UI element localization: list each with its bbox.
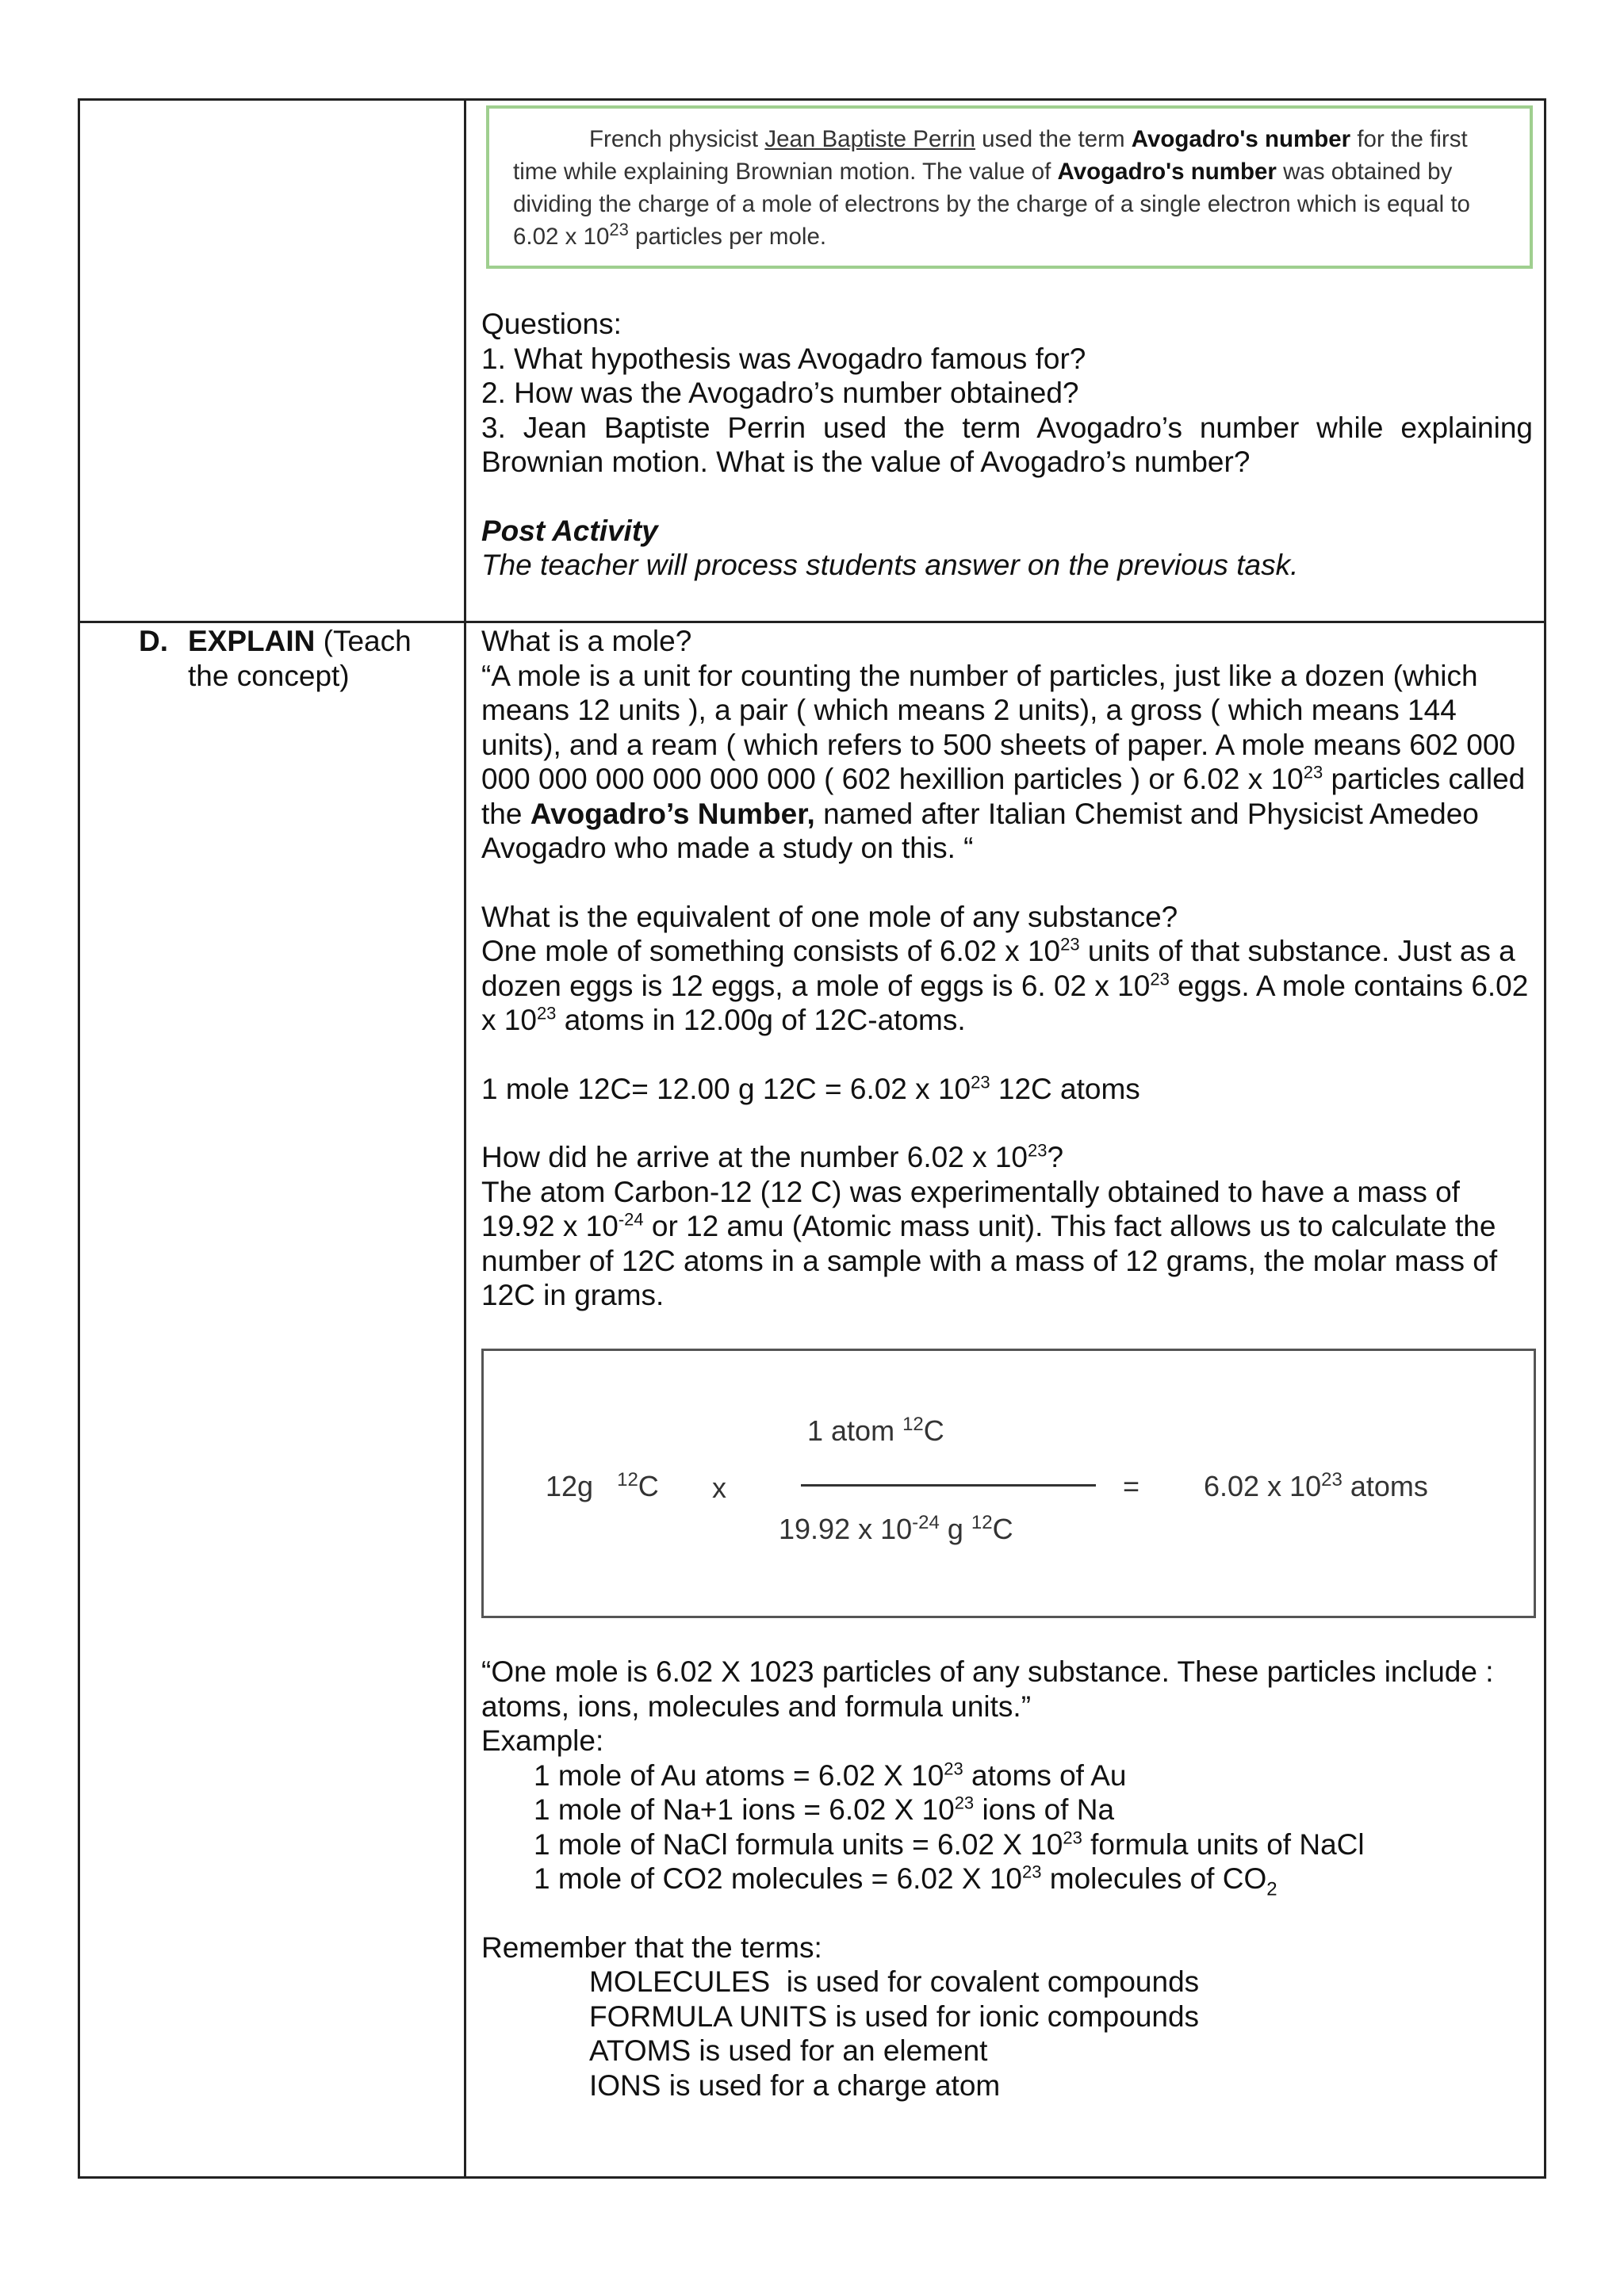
equivalent-answer: One mole of something consists of 6.02 x $10^{23}$ units of that substance. Just as a dozen eggs is 12 eggs, a mole of eggs is 6. 02 x $10^{23}$ eggs. A mole contains 6.02 x $10^{23}$ atoms in 12.00g of 12C-atoms.: [481, 934, 1529, 1036]
explain-label: D. EXPLAIN (Teach the concept): [139, 625, 412, 692]
example-item: 1 mole of NaCl formula units = 6.02 X $10^{23}$ formula units of NaCl: [534, 1827, 1365, 1861]
example-item: 1 mole of Na+1 ions = 6.02 X $10^{23}$ ions of Na: [534, 1793, 1115, 1826]
equivalent-question: What is the equivalent of one mole of any substance?: [481, 900, 1178, 933]
example-item: 1 mole of CO2 molecules = 6.02 X $10^{23}$ molecules of $CO_2$: [534, 1862, 1277, 1900]
row-divider: [80, 621, 1544, 623]
term-item: MOLECULES is used for covalent compounds: [589, 1965, 1200, 1998]
post-activity-text: The teacher will process students answer on the previous task.: [481, 549, 1299, 581]
one-mole-section: [481, 1655, 1533, 2103]
example-item: 1 mole of Au atoms = 6.02 X $10^{23}$ atoms of Au: [534, 1758, 1127, 1792]
calc-result: 6.02 x $10^{23}$ atoms: [1204, 1469, 1428, 1502]
calc-denominator: 19.92 x $10^{-24}$ g $^{12}$C: [779, 1512, 1013, 1545]
perrin-callout-box: French physicist Jean Baptiste Perrin used the term Avogadro's number for the first time while explaining Brownian motion. The value of Avogadro's number was obtained by dividing the charge of a mole of electrons by the charge of a single electron which is equal to 6.02 x $10^{23}$ particles per mole.: [486, 105, 1533, 269]
term-item: IONS is used for a charge atom: [589, 2068, 1001, 2102]
post-activity-title: Post Activity: [481, 514, 658, 547]
example-heading: Example:: [481, 1724, 604, 1757]
calc-left: 12g $^{12}$C: [546, 1469, 659, 1502]
question-3: 3. Jean Baptiste Perrin used the term Avogadro’s number while explaining Brownian motion. What is the value of Avogadro’s number?: [481, 411, 1533, 478]
mole-question: What is a mole?: [481, 625, 692, 657]
questions-heading: Questions:: [481, 308, 622, 340]
calculation-box: [481, 1349, 1536, 1618]
terms-list: [481, 1965, 1533, 2103]
mole-equation: 1 mole 12C= 12.00 g 12C = 6.02 x $10^{23}$ 12C atoms: [481, 1072, 1140, 1105]
mole-definition: “A mole is a unit for counting the number of particles, just like a dozen (which means 12 units ), a pair ( which means 2 units), a gross ( which means 144 units), and a ream ( which refers to 500 sheets of paper. A mole means 602 000 000 000 000 000 000 000 ( 602 hexillion particles ) or 6.02 x $10^{23}$ particles called the Avogadro’s Number, named after Italian Chemist and Physicist Amedeo Avogadro who made a study on this. “: [481, 659, 1526, 864]
question-2: 2. How was the Avogadro’s number obtained?: [481, 377, 1079, 409]
calc-equals: =: [1123, 1470, 1140, 1502]
arrive-question: How did he arrive at the number 6.02 x $10^{23}$?: [481, 1140, 1064, 1173]
lesson-plan-table: [78, 98, 1546, 2179]
remember-heading: Remember that the terms:: [481, 1931, 822, 1964]
question-1: 1. What hypothesis was Avogadro famous for?: [481, 342, 1086, 375]
term-item: ATOMS is used for an element: [589, 2034, 988, 2067]
perrin-name: Jean Baptiste Perrin: [764, 126, 975, 152]
calc-times: x: [712, 1471, 726, 1504]
arrive-answer: The atom Carbon-12 (12 C) was experimentally obtained to have a mass of 19.92 x $10^{-24}$ or 12 amu (Atomic mass unit). This fact allows us to calculate the number of 12C atoms in a sample with a mass of 12 grams, the molar mass of 12C in grams.: [481, 1175, 1498, 1311]
term-item: FORMULA UNITS is used for ionic compounds: [589, 1999, 1200, 2033]
explain-content: [481, 624, 1533, 1313]
questions-section: [481, 307, 1533, 583]
column-divider: [464, 101, 466, 2176]
example-list: [481, 1758, 1533, 1900]
calc-numerator: 1 atom $^{12}$C: [807, 1414, 944, 1447]
fraction-bar: [801, 1484, 1096, 1487]
one-mole-statement: “One mole is 6.02 X 1023 particles of any substance. These particles include : atoms, ions, molecules and formula units.”: [481, 1655, 1494, 1723]
